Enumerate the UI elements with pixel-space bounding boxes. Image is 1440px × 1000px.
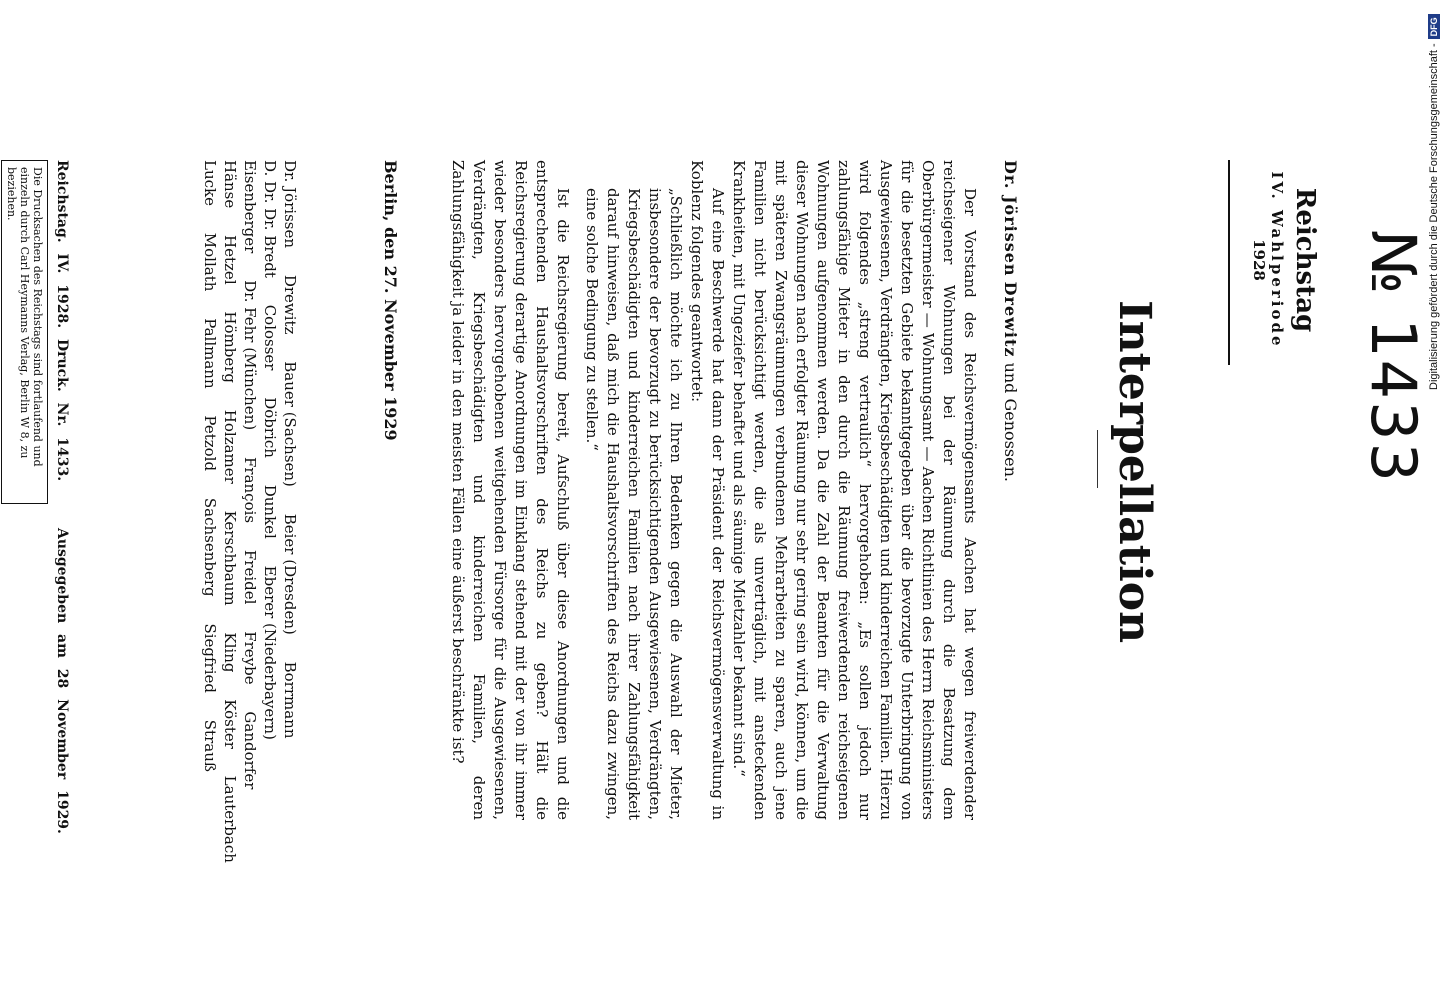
dfg-logo: DFG <box>1428 14 1440 39</box>
signer-name: Dunkel <box>261 484 279 539</box>
quotation: „Schließlich möchte ich zu Ihren Bedenken gegen die Auswahl der Mieter, insbesondere der bevorzugt zu berücksichtigenden Ausgewiesenen, Verdrängten, Kriegsbeschädigten und kinderreichen Familien nach ihrer Zahlungsfähigkeit darauf hinweisen, daß mich die Haushaltsvorschriften des Reichs dazu zwingen, eine solche Bedingung zu stellen.“ <box>583 188 685 820</box>
digitization-text: Digitalisierung gefördert durch die Deutsche Forschungsgemeinschaft - <box>1428 43 1440 390</box>
print-citation: Reichstag. IV. 1928. Druck. Nr. 1433. <box>54 160 70 482</box>
signer-name: Freybe <box>241 631 259 685</box>
heading-divider <box>1097 430 1098 488</box>
header-divider <box>1228 160 1230 365</box>
signer-name: Borrmann <box>281 661 299 739</box>
signer-name: Hömberg <box>221 311 239 383</box>
footer-line <box>54 160 70 834</box>
signers-list <box>200 160 300 940</box>
document-page <box>5 160 1430 980</box>
period-label: IV. Wahlperiode <box>1268 171 1286 349</box>
signer-name: Siegfried <box>201 623 219 693</box>
signers-row <box>280 160 300 940</box>
publisher-notice: Die Drucksachen des Reichstags sind fortlaufend und einzeln durch Carl Heymanns Verlag, Berlin W 8, zu beziehen. <box>1 160 48 504</box>
signer-name: D. Dr. Dr. Bredt <box>261 160 279 278</box>
issue-date: Ausgegeben am 28 November 1929. <box>54 527 70 834</box>
signer-name: Sachsenberg <box>201 497 219 597</box>
signer-name: Dr. Jörissen <box>281 160 299 249</box>
signer-name: Pallmann <box>201 318 219 389</box>
signer-name: Gandorfer <box>241 711 259 790</box>
signer-name: Mollath <box>201 232 219 292</box>
question-paragraph: Ist die Reichsregierung bereit, Aufschluß über diese Anordnungen und die entsprechenden Haushaltsvorschriften des Reichs zu geben? Hält die Reichsregierung derartige Anordnungen im Einklang stehend mit der von ihr immer wieder besonders hervorgehobenen weitgehenden Fürsorge für die Ausgewiesenen, Verdrängten, Kriegsbeschädigten und kinderreichen Familien, deren Zahlungsfähigkeit ja leider in den meisten Fällen eine äußerst beschränkte ist? <box>449 160 572 820</box>
signer-name: Dr. Fehr (München) <box>241 280 259 431</box>
signer-name: Eisenberger <box>241 160 259 254</box>
signer-name: Lauterbach <box>221 775 239 863</box>
interpellation-body <box>447 160 980 820</box>
signer-name: Eberer (Niederbayern) <box>261 565 279 740</box>
signer-name: Döbrich <box>261 397 279 458</box>
reichstag-header <box>1250 160 1320 360</box>
signers-row <box>200 160 220 940</box>
signers-row <box>240 160 260 940</box>
authors-prefix: Dr. Jörissen <box>1001 160 1020 277</box>
signer-name: Köster <box>221 699 239 749</box>
authors-name: Drewitz <box>1001 281 1020 358</box>
signer-name: Lucke <box>201 160 219 206</box>
year-label: 1928 <box>1250 239 1268 281</box>
reichstag-title: Reichstag <box>1290 187 1320 333</box>
signer-name: Bauer (Sachsen) <box>281 361 299 487</box>
signer-name: Strauß <box>201 719 219 772</box>
paragraph: Auf eine Beschwerde hat dann der Präsident der Reichsvermögensverwaltung in Koblenz folgendes geantwortet: <box>688 160 727 820</box>
signer-name: Kerschbaum <box>221 510 239 606</box>
signer-name: Kling <box>221 632 239 673</box>
signer-name: Hänse <box>221 160 239 209</box>
signer-name: Petzold <box>201 415 219 472</box>
signer-name: Beier (Dresden) <box>281 513 299 635</box>
signer-name: Colosser <box>261 304 279 371</box>
authors-line <box>1001 160 1020 482</box>
signer-name: Freidel <box>241 549 259 605</box>
signers-row <box>220 160 240 940</box>
document-heading: Interpellation <box>1109 300 1160 644</box>
signer-name: Holzamer <box>221 409 239 484</box>
document-number: № 1433 <box>1357 230 1430 484</box>
signer-name: Hetzel <box>221 235 239 285</box>
signer-name: François <box>241 456 259 524</box>
authors-suffix: und Genossen. <box>1001 362 1020 482</box>
digitization-note <box>1428 14 1440 390</box>
paragraph: Der Vorstand des Reichsvermögensamts Aachen hat wegen freiwerdender reichseigener Wohnungen bei der Räumung durch die Besatzung dem Oberbürgermeister — Wohnungsamt — Aachen Richtlinien des Herrn Reichsministers für die besetzten Gebiete bekanntgegeben über die bevorzugte Unterbringung von Ausgewiesenen, Verdrängten, Kriegsbeschädigten und kinderreichen Familien. Hierzu wird folgendes „streng vertraulich“ hervorgehoben: „Es sollen jedoch nur zahlungsfähige Mieter in den durch die Räumung freiwerdenden reichseigenen Wohnungen aufgenommen werden. Da die Zahl der Beamten für die Verwaltung dieser Wohnungen nach erfolgter Räumung nur sehr gering sein wird, können, um die mit späteren Zwangsräumungen verbundenen Mehrarbeiten zu sparen, auch jene Familien nicht berücksichtigt werden, die als unverträglich, mit ansteckenden Krankheiten, mit Ungeziefer behaftet und als säumige Mietzahler bekannt sind.“ <box>730 160 979 820</box>
signer-name: Drewitz <box>281 274 299 335</box>
date-line: Berlin, den 27. November 1929 <box>381 160 400 441</box>
signers-row <box>260 160 280 940</box>
